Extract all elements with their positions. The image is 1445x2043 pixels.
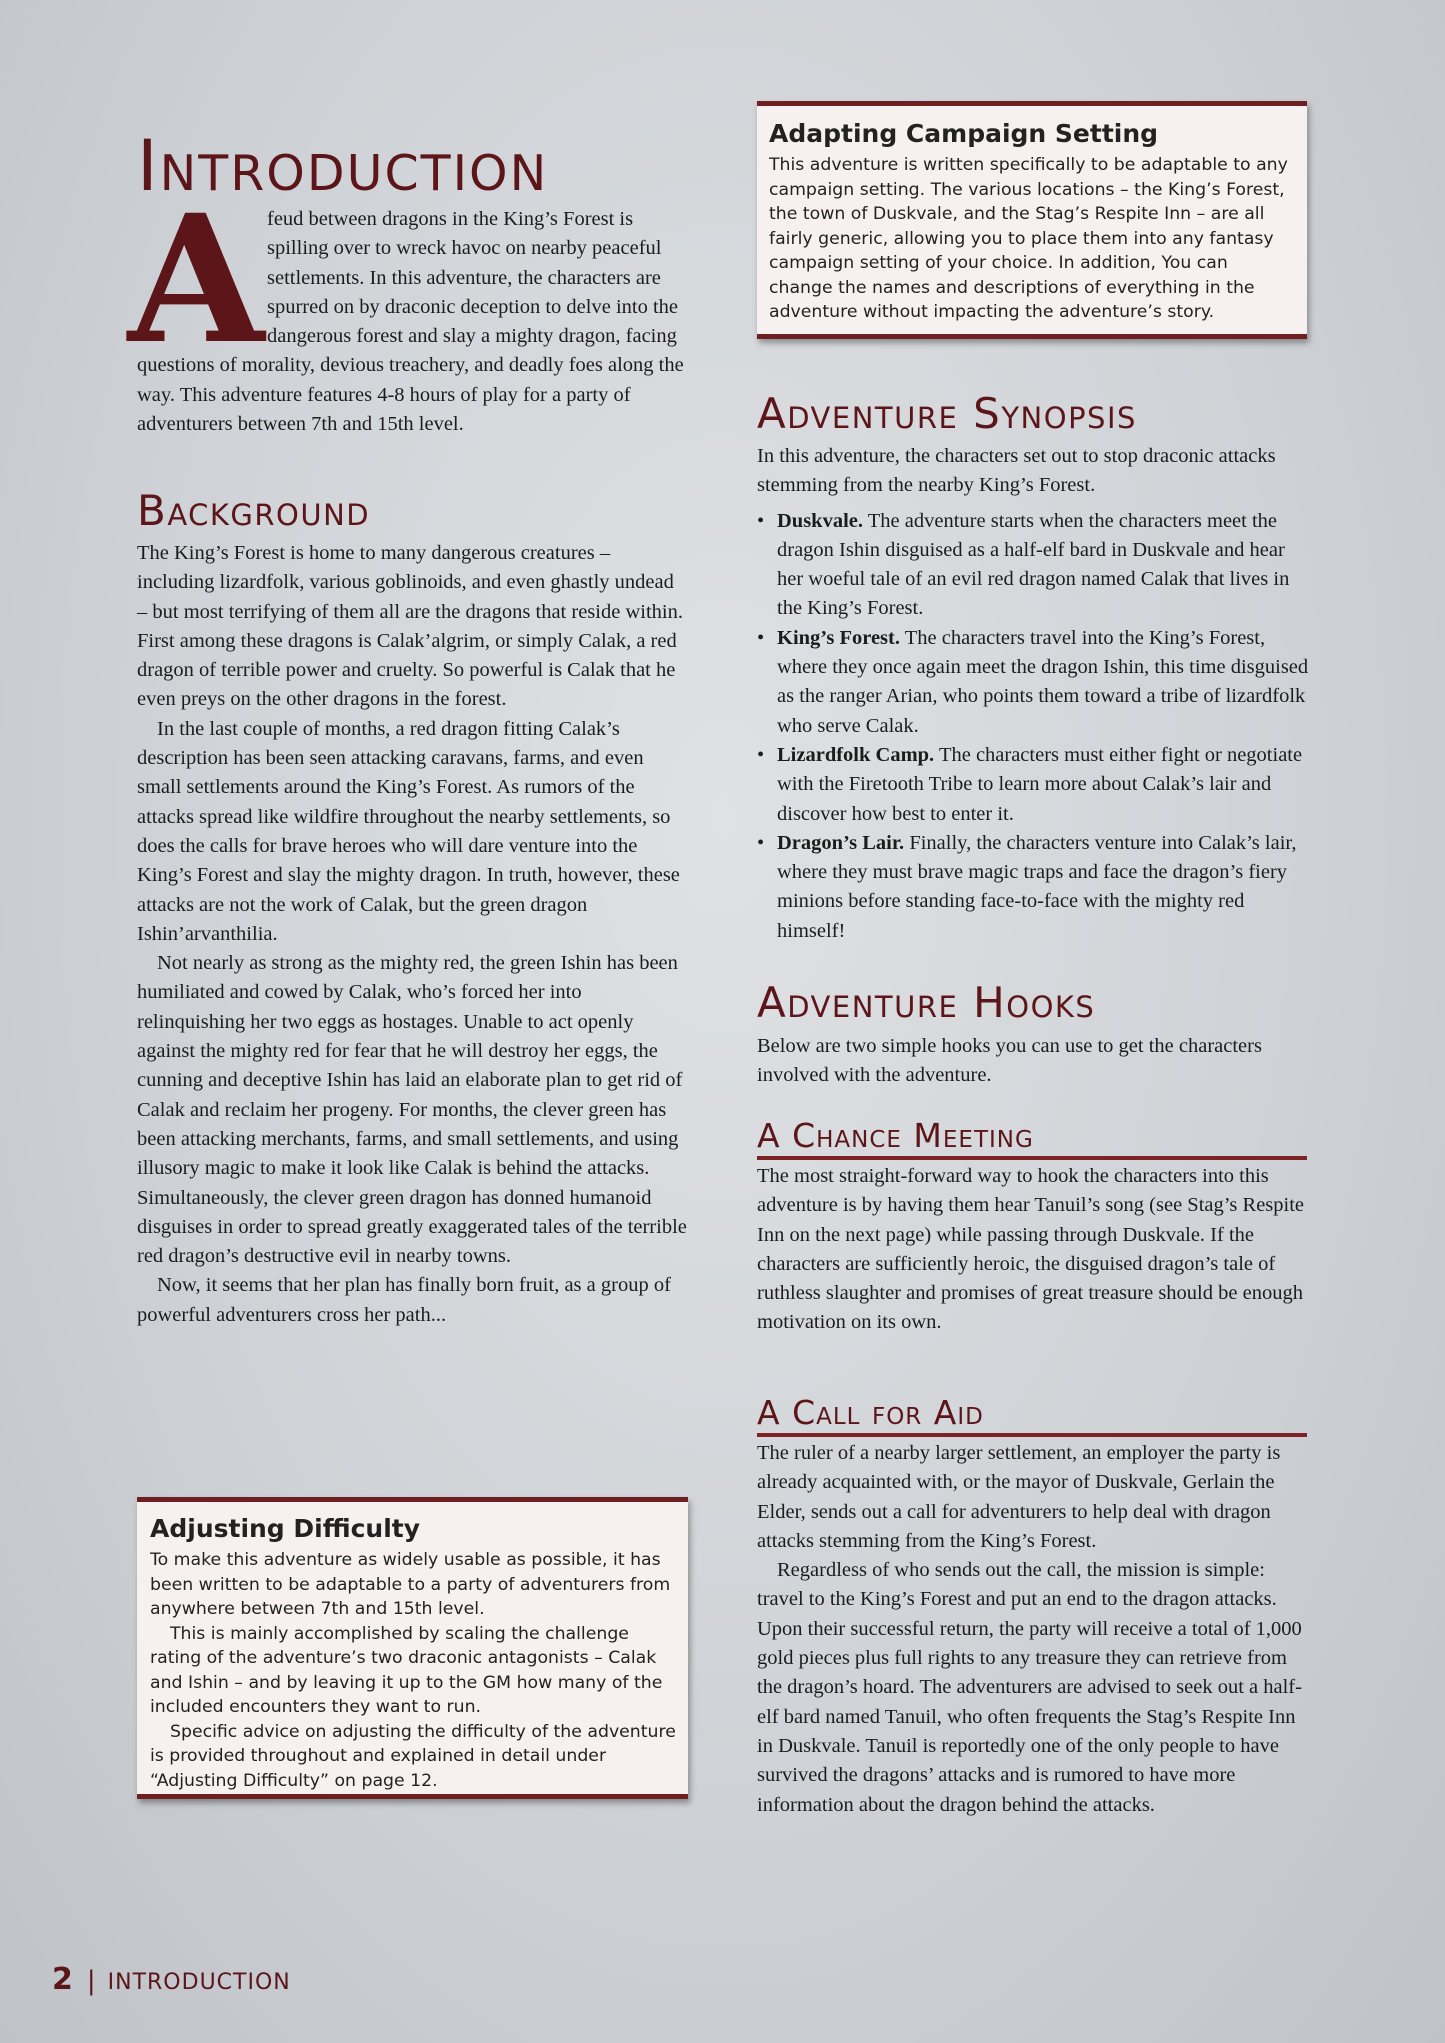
synopsis-heading: Adventure Synopsis (757, 389, 1137, 438)
drop-cap (127, 176, 265, 383)
synopsis-body (757, 442, 1309, 946)
synopsis-term: King’s Forest. (777, 626, 900, 649)
chance-meeting-paragraph: The most straight-forward way to hook the characters into this adventure is by having them hear Tanuil’s song (see Stag’s Respite Inn on the next page) while passing through Duskvale. If the characters are sufficiently heroic, the disguised dragon’s tale of ruthless slaughter and promises of great treasure should be enough motivation on its own. (757, 1165, 1305, 1334)
adapting-campaign-title: Adapting Campaign Setting (769, 119, 1159, 148)
chance-meeting-heading: A Chance Meeting (757, 1117, 1307, 1160)
synopsis-intro: In this adventure, the characters set out to stop draconic attacks stemming from the nearby King’s Forest. (757, 445, 1276, 497)
background-paragraph-2: In the last couple of months, a red dragon fitting Calak’s description has been seen attacking caravans, farms, and even small settlements around the King’s Forest. As rumors of the attacks spread like wildfire throughout the nearby settlements, so does the calls for brave heroes who will dare venture into the King’s Forest and slay the mighty dragon. In truth, however, these attacks are not the work of Calak, but the green dragon Ishin’arvanthilia. (137, 717, 680, 945)
drop-cap-letter: A (127, 176, 265, 383)
footer-separator: | (86, 1966, 96, 1996)
chance-meeting-body (757, 1162, 1309, 1338)
call-for-aid-paragraph-2: Regardless of who sends out the call, the mission is simple: travel to the King’s Forest and put an end to the dragon attacks. Upon their successful return, the party will receive a total of 1,000 gold pieces plus full rights to any treasure they can retrieve from the dragon’s hoard. The adventurers are advised to seek out a half-elf bard named Tanuil, who often frequents the Stag’s Respite Inn in Duskvale. Tanuil is reportedly one of the only people to have survived the dragons’ attacks and is rumored to have more information about the dragon behind the attacks. (757, 1559, 1302, 1816)
background-body (137, 539, 689, 1330)
synopsis-term: Dragon’s Lair. (777, 831, 905, 854)
synopsis-term: Duskvale. (777, 509, 864, 532)
list-item: • Dragon’s Lair. Finally, the characters venture into Calak’s lair, where they must brave magic traps and face the dragon’s fiery minions before standing face-to-face with the mighty red himself! (757, 829, 1309, 946)
adjusting-difficulty-paragraph-3: Specific advice on adjusting the difficulty of the adventure is provided throughout and explained in detail under “Adjusting Difficulty” on page 12. (150, 1721, 676, 1791)
list-item: • King’s Forest. The characters travel into the King’s Forest, where they once again meet the dragon Ishin, this time disguised as the ranger Arian, who points them toward a tribe of lizardfolk who serve Calak. (757, 624, 1309, 741)
call-for-aid-body (757, 1439, 1309, 1820)
adjusting-difficulty-title: Adjusting Difficulty (150, 1514, 421, 1543)
adapting-campaign-paragraph: This adventure is written specifically to be adaptable to any campaign setting. The various locations – the King’s Forest, the town of Duskvale, and the Stag’s Respite Inn – are all fairly generic, allowing you to place them into any fantasy campaign setting of your choice. In addition, You can change the names and descriptions of everything in the adventure without impacting the adventure’s story. (769, 155, 1288, 322)
adjusting-difficulty-sidebar (137, 1497, 688, 1799)
page-footer (52, 1962, 291, 1997)
hooks-intro: Below are two simple hooks you can use to get the characters involved with the adventure. (757, 1035, 1262, 1087)
background-paragraph-4: Now, it seems that her plan has finally born fruit, as a group of powerful adventurers cross her path... (137, 1274, 671, 1326)
intro-block (127, 176, 689, 439)
adjusting-difficulty-paragraph-2: This is mainly accomplished by scaling the challenge rating of the adventure’s two draconic antagonists – Calak and Ishin – and by leaving it up to the GM how many of the included encounters they want to run. (150, 1623, 663, 1717)
footer-chapter-label: INTRODUCTION (107, 1970, 291, 1995)
synopsis-list (757, 507, 1309, 946)
page-number: 2 (52, 1962, 73, 1997)
synopsis-term: Lizardfolk Camp. (777, 743, 935, 766)
list-item: • Lizardfolk Camp. The characters must either fight or negotiate with the Firetooth Tribe to learn more about Calak’s lair and discover how best to enter it. (757, 741, 1309, 829)
background-heading: Background (137, 486, 371, 535)
background-paragraph-1: The King’s Forest is home to many dangerous creatures – including lizardfolk, various goblinoids, and even ghastly undead – but most terrifying of them all are the dragons that reside within. First among these dragons is Calak’algrim, or simply Calak, a red dragon of terrible power and cruelty. So powerful is Calak that he even preys on the other dragons in the forest. (137, 542, 683, 711)
adapting-campaign-sidebar (757, 101, 1307, 339)
call-for-aid-paragraph-1: The ruler of a nearby larger settlement, an employer the party is already acquainted with, or the mayor of Duskvale, Gerlain the Elder, sends out a call for adventurers to help deal with dragon attacks stemming from the King’s Forest. (757, 1442, 1281, 1552)
background-paragraph-3: Not nearly as strong as the mighty red, the green Ishin has been humiliated and cowed by Calak, who’s forced her into relinquishing her two eggs as hostages. Unable to act openly against the mighty red for fear that he will destroy her eggs, the cunning and deceptive Ishin has laid an elaborate plan to get rid of Calak and reclaim her progeny. For months, the clever green has been attacking merchants, farms, and small settlements, and using illusory magic to make it look like Calak is behind the attacks. Simultaneously, the clever green dragon has donned humanoid disguises in order to spread greatly exaggerated tales of the terrible red dragon’s destructive evil in nearby towns. (137, 952, 687, 1268)
adjusting-difficulty-paragraph-1: To make this adventure as widely usable as possible, it has been written to be adaptable to a party of adventurers from anywhere between 7th and 15th level. (150, 1550, 671, 1619)
intro-paragraph: feud between dragons in the King’s Forest is spilling over to wreck havoc on nearby peaceful settlements. In this adventure, the characters are spurred on by draconic deception to delve into the dangerous forest and slay a mighty dragon, facing questions of morality, devious treachery, and deadly foes along the way. This adventure features 4-8 hours of play for a party of adventurers between 7th and 15th level. (137, 208, 684, 436)
hooks-body (757, 1032, 1309, 1091)
call-for-aid-heading: A Call for Aid (757, 1394, 1307, 1437)
hooks-heading: Adventure Hooks (757, 978, 1096, 1027)
list-item: • Duskvale. The adventure starts when the characters meet the dragon Ishin disguised as a half-elf bard in Duskvale and hear her woeful tale of an evil red dragon named Calak that lives in the King’s Forest. (757, 507, 1309, 624)
page-title: Introduction (137, 125, 549, 207)
